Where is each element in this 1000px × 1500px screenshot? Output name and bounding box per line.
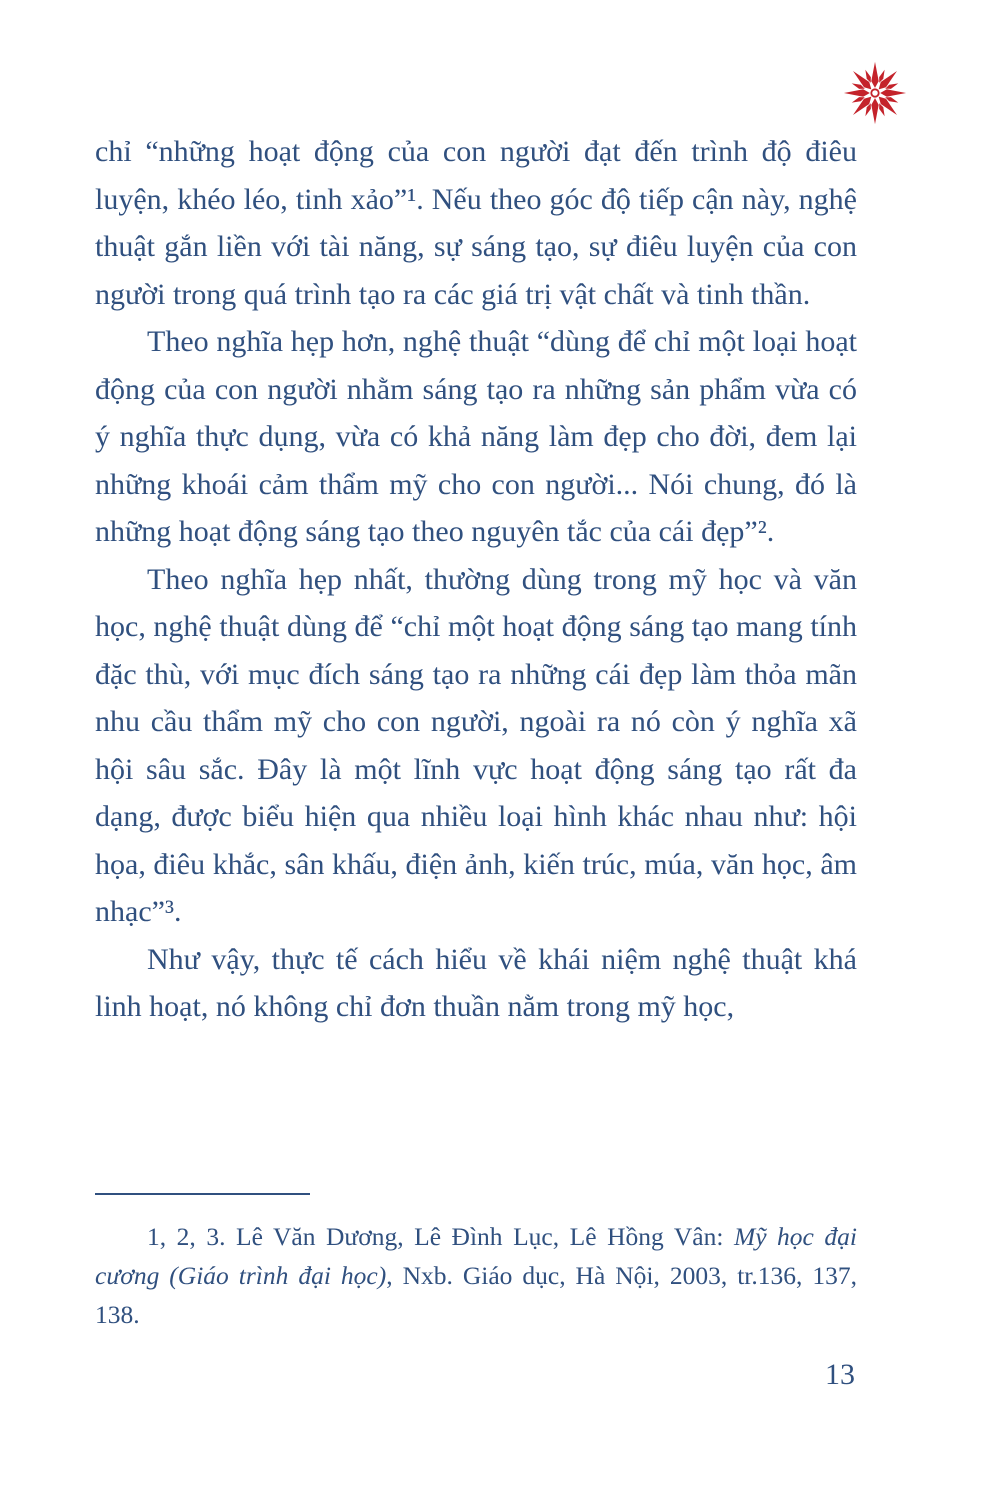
paragraph: Theo nghĩa hẹp hơn, nghệ thuật “dùng để chỉ một loại hoạt động của con người nhằm sáng tạo ra những sản phẩm vừa có ý nghĩa thực dụng, vừa có khả năng làm đẹp cho đời, đem lại những khoái cảm thẩm mỹ cho con người... Nói chung, đó là những hoạt động sáng tạo theo nguyên tắc của cái đẹp”². — [95, 325, 857, 548]
footnote-citation-authors: 1, 2, 3. Lê Văn Dương, Lê Đình Lục, Lê Hồng Vân: — [147, 1222, 734, 1251]
paragraph: Như vậy, thực tế cách hiểu về khái niệm nghệ thuật khá linh hoạt, nó không chỉ đơn thuần nằm trong mỹ học, — [95, 942, 857, 1023]
footnote-text — [95, 1217, 857, 1334]
publisher-logo-icon — [838, 56, 912, 130]
footnote-block — [95, 1193, 857, 1334]
page-number: 13 — [825, 1358, 855, 1391]
footnote-citation-details: , Nxb. Giáo dục, Hà Nội, 2003, tr.136, 137, 138. — [95, 1261, 857, 1329]
footnote-separator — [95, 1193, 310, 1195]
paragraph: Theo nghĩa hẹp nhất, thường dùng trong mỹ học và văn học, nghệ thuật dùng để “chỉ một hoạt động sáng tạo mang tính đặc thù, với mục đích sáng tạo ra những cái đẹp làm thỏa mãn nhu cầu thẩm mỹ cho con người, ngoài ra nó còn ý nghĩa xã hội sâu sắc. Đây là một lĩnh vực hoạt động sáng tạo rất đa dạng, được biểu hiện qua nhiều loại hình khác nhau như: hội họa, điêu khắc, sân khấu, điện ảnh, kiến trúc, múa, văn học, âm nhạc”³. — [95, 562, 857, 928]
paragraph: chỉ “những hoạt động của con người đạt đến trình độ điêu luyện, khéo léo, tinh xảo”¹. Nếu theo góc độ tiếp cận này, nghệ thuật gắn liền với tài năng, sự sáng tạo, sự điêu luyện của con người trong quá trình tạo ra các giá trị vật chất và tinh thần. — [95, 135, 857, 311]
footnote-citation-title: Mỹ học đại cương (Giáo trình đại học) — [95, 1222, 857, 1290]
body-text — [95, 128, 857, 1031]
